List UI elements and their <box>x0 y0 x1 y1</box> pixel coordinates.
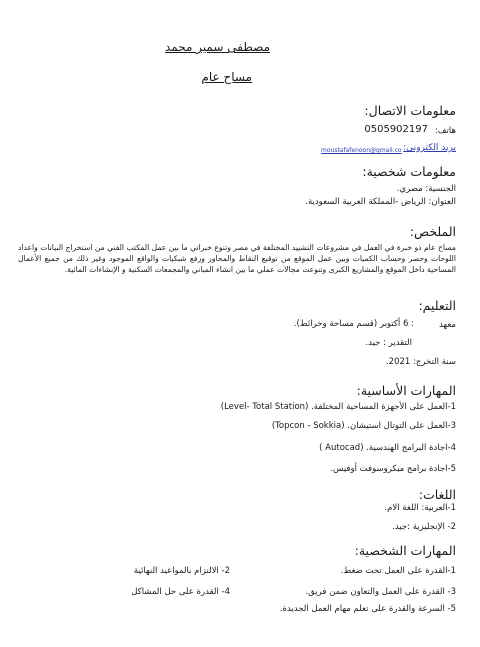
job-title: مساح عام <box>201 70 252 84</box>
language-item: 2- الإنجليزية :جيد. <box>392 522 456 532</box>
institute: : 6 أكتوبر (قسم مساحة وخرائط). <box>293 319 414 329</box>
address: العنوان: الرياض -المملكة العربية السعودية. <box>305 197 456 207</box>
personal-heading: معلومات شخصية: <box>362 164 456 179</box>
grade: التقدير : جيد. <box>365 338 412 348</box>
summary-text: مساح عام ذو خبرة في العمل في مشروعات التشييد المختلفة في مصر وتنوع خبراتي ما بين عمل المكتب الفني من استخراج البيانات واعداد اللوحات وحصر وحساب الكميات وبين عمل الموقع من توقيع النقاط والمحاور ورفع شبكيات والواقع الموجود وغير ذلك من جميع الأعمال المساحية داخل الموقع والمشاريع الكبرى وتنوعت مجالات عملي ما بين انشاء المباني والمجمعات السكنية و الإنشاءات المائية. <box>18 243 456 274</box>
soft-skills-heading: المهارات الشخصية: <box>354 543 456 558</box>
soft-skill-item: 5- السرعة والقدرة على تعلم مهام العمل الجديدة. <box>279 604 456 614</box>
phone-label: هاتف: <box>434 126 456 136</box>
skill-item: 5-اجادة برامج ميكروسوفت أوفيس. <box>330 464 456 474</box>
summary-heading: الملخص: <box>409 224 456 239</box>
nationality: الجنسية: مصري. <box>396 184 456 194</box>
skill-item: 3-العمل على التوتال استيشان. (Topcon - Sokkia) <box>271 421 456 431</box>
skills-heading: المهارات الأساسية: <box>356 383 456 398</box>
phone-number: 0505902197 <box>364 124 428 135</box>
soft-skill-item: 3- القدرة على العمل والتعاون ضمن فريق. <box>305 587 456 597</box>
soft-skill-item: 1-القدرة على العمل تحت ضغط. <box>340 566 456 576</box>
person-name: مصطفى سمير محمد <box>164 40 270 54</box>
email-link[interactable]: moustafafenoon@gmail.co <box>321 147 402 154</box>
skill-item: 4-اجادة البرامج الهندسية. (Autocad ) <box>319 443 456 453</box>
languages-heading: اللغات: <box>418 487 456 502</box>
soft-skill-item: 4- القدرة على حل المشاكل <box>131 587 230 597</box>
graduation-year: سنة التخرج: 2021. <box>385 357 456 367</box>
email-label: بريد الكتروني: <box>403 143 456 153</box>
contact-heading: معلومات الاتصال: <box>364 103 456 118</box>
skill-item: 1-العمل على الأجهزة المساحية المختلفة. (Level- Total Station) <box>220 402 456 412</box>
institute-label: معهد <box>438 320 456 330</box>
soft-skill-item: 2- الالتزام بالمواعيد النهائية <box>133 566 230 576</box>
language-item: 1-العربية: اللغة الام. <box>384 503 456 513</box>
education-heading: التعليم: <box>418 298 456 313</box>
